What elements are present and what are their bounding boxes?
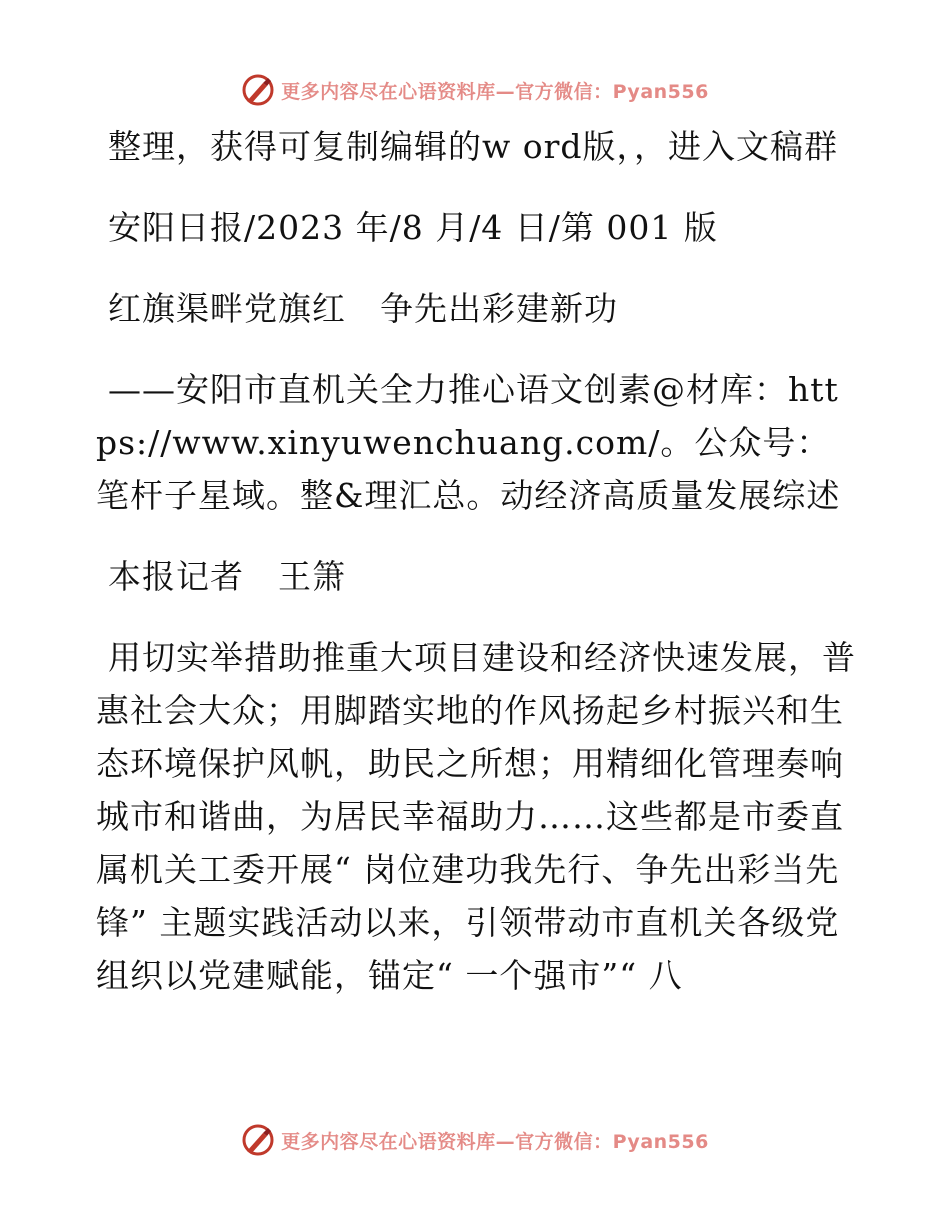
article-subtitle: ——安阳市直机关全力推心语文创素@材库：https://www.xinyuwenchuang.com/。公众号：笔杆子星域。整&理汇总。动经济高质量发展综述 [96, 370, 841, 515]
pen-circle-logo-icon [241, 73, 275, 107]
body-paragraph: 用切实举措助推重大项目建设和经济快速发展，普惠社会大众；用脚踏实地的作风扬起乡村振兴和生态环境保护风帆，助民之所想；用精细化管理奏响城市和谐曲，为居民幸福助力……这些都是市委直属机关工委开展“ 岗位建功我先行、争先出彩当先锋” 主题实践活动以来，引领带动市直机关各级党组织以党建赋能，锚定“ 一个强市”“ 八 [96, 638, 856, 995]
watermark-text: 更多内容尽在心语资料库—官方微信：Pyan556 [281, 80, 709, 103]
article-title: 红旗渠畔党旗红 争先出彩建新功 [108, 289, 618, 328]
watermark-text: 更多内容尽在心语资料库—官方微信：Pyan556 [281, 1130, 709, 1153]
publication-line: 安阳日报/2023 年/8 月/4 日/第 001 版 [108, 208, 718, 247]
footer-watermark [0, 1120, 950, 1160]
intro-paragraph: 整理，获得可复制编辑的w ord版，，进入文稿群 [108, 127, 839, 166]
byline: 本报记者 王箫 [108, 557, 346, 596]
document-body [96, 120, 856, 1002]
pen-circle-logo-icon [241, 1123, 275, 1157]
header-watermark [0, 70, 950, 110]
